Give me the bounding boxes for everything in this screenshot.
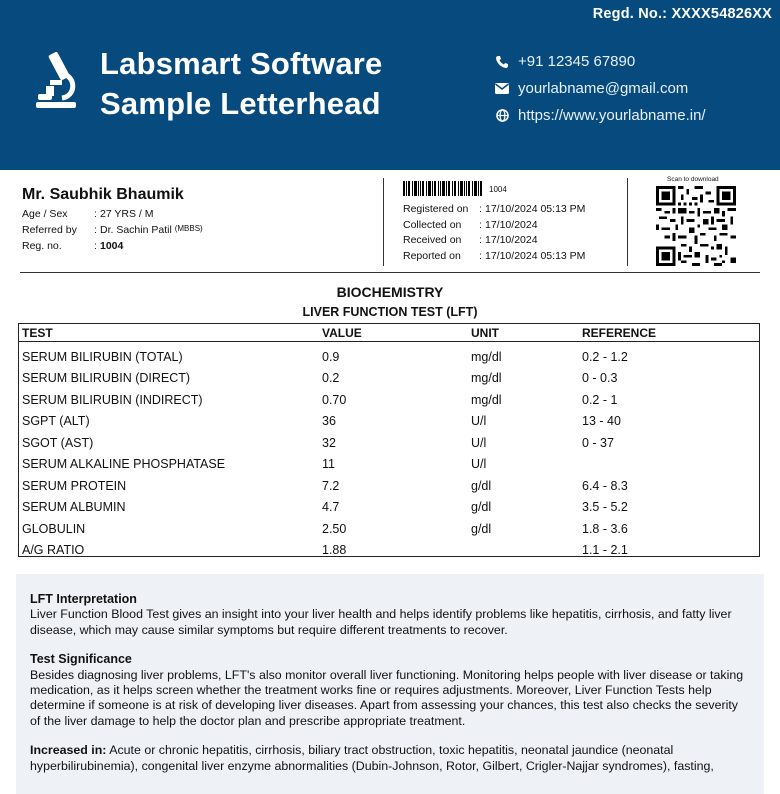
test-name: SERUM PROTEIN — [22, 478, 127, 493]
barcode — [403, 181, 483, 196]
interpretation-box — [16, 574, 764, 794]
collected-value: 17/10/2024 — [485, 218, 538, 231]
interpretation-text: Liver Function Blood Test gives an insight into your liver health and helps identify problems like hepatitis, cirrhosis, and fatty liver disease, which may cause similar symptoms but require different treatments to recover. — [30, 607, 732, 637]
test-value: 2.50 — [322, 521, 347, 536]
phone-row — [494, 48, 706, 75]
test-value: 4.7 — [322, 500, 340, 515]
table-row — [19, 368, 759, 390]
test-value: 0.70 — [322, 392, 347, 407]
test-value: 11 — [322, 457, 335, 472]
website-row — [494, 102, 706, 129]
test-unit: g/dl — [471, 478, 492, 493]
test-value: 32 — [322, 435, 336, 450]
column-header-unit: UNIT — [471, 325, 499, 340]
collected-row: Collected on : 17/10/2024 — [403, 219, 585, 235]
registered-row: Registered on : 17/10/2024 05:13 PM — [403, 203, 585, 219]
test-value: 36 — [322, 414, 336, 429]
test-reference: 0.2 - 1 — [582, 392, 618, 407]
test-name: SERUM ALBUMIN — [22, 500, 126, 515]
test-name: SGOT (AST) — [22, 435, 94, 450]
significance-text: Besides diagnosing liver problems, LFT's also monitor overall liver functioning. Monitoring helps people with liver disease or taking medication, as it helps screen whether the treatment works fine or requires adjustments. Moreover, Liver Function Tests help determine if someone is at risk of developing liver diseases. Apart from assessing your chances, this test also checks the severity of the liver damage to help the doctor plan and prescribe appropriate treatment. — [30, 667, 744, 728]
qr-code[interactable] — [656, 186, 736, 266]
test-name: A/G RATIO — [22, 543, 85, 558]
barcode-number: 1004 — [489, 185, 507, 194]
lab-brand-name — [100, 44, 382, 124]
increased-in-label: Increased in: — [30, 743, 107, 758]
test-value: 0.2 — [322, 371, 340, 386]
sample-dates — [403, 203, 585, 266]
department-heading: BIOCHEMISTRY — [336, 284, 444, 300]
registered-value: 17/10/2024 05:13 PM — [485, 203, 586, 215]
section-divider — [20, 272, 760, 273]
registration-number: Regd. No.: XXXX54826XX — [592, 6, 772, 22]
test-reference: 3.5 - 5.2 — [582, 500, 628, 515]
column-header-value: VALUE — [322, 325, 362, 340]
doctor-qualification: (MBBS) — [174, 224, 203, 233]
test-unit: U/l — [471, 457, 487, 472]
reported-value: 17/10/2024 05:13 PM — [485, 250, 586, 263]
test-reference: 0 - 37 — [582, 435, 614, 450]
test-reference: 1.8 - 3.6 — [582, 521, 628, 536]
referred-by-row: Referred by : Dr. Sachin Patil (MBBS) — [22, 224, 203, 240]
table-row — [19, 497, 759, 519]
reported-row: Reported on : 17/10/2024 05:13 PM — [403, 250, 585, 266]
reg-no-row: Reg. no. : 1004 — [22, 240, 203, 256]
table-row — [19, 432, 759, 454]
table-row — [19, 346, 759, 368]
test-reference: 13 - 40 — [582, 414, 621, 429]
table-row — [19, 454, 759, 476]
column-header-reference: REFERENCE — [582, 325, 657, 340]
test-name: SERUM ALKALINE PHOSPHATASE — [22, 457, 226, 472]
table-row — [19, 411, 759, 433]
test-unit: U/l — [471, 414, 487, 429]
brand-line-1: Labsmart Software — [100, 46, 383, 81]
received-row: Received on : 17/10/2024 — [403, 234, 585, 250]
website-link[interactable]: https://www.yourlabname.in/ — [518, 107, 706, 124]
test-name: GLOBULIN — [22, 521, 86, 536]
globe-icon — [494, 108, 510, 124]
test-value: 0.9 — [322, 349, 340, 364]
patient-name: Mr. Saubhik Bhaumik — [22, 186, 184, 203]
microscope-icon — [34, 50, 80, 110]
table-row — [19, 475, 759, 497]
test-unit: g/dl — [471, 500, 492, 515]
age-sex-row: Age / Sex : 27 YRS / M — [22, 208, 203, 224]
received-value: 17/10/2024 — [485, 234, 538, 247]
test-value: 1.88 — [322, 543, 347, 558]
registered-label: Registered on — [403, 203, 469, 215]
table-row — [19, 389, 759, 411]
test-reference: 0.2 - 1.2 — [582, 349, 628, 364]
reg-no-label: Reg. no. — [22, 240, 62, 252]
divider — [627, 178, 628, 266]
test-reference: 6.4 - 8.3 — [582, 478, 628, 493]
test-unit: g/dl — [471, 521, 492, 536]
test-reference: 0 - 0.3 — [582, 371, 618, 386]
column-header-test: TEST — [22, 325, 53, 340]
test-unit: mg/dl — [471, 371, 502, 386]
test-name: SERUM BILIRUBIN (DIRECT) — [22, 371, 191, 386]
collected-label: Collected on — [403, 218, 462, 231]
increased-in-text: Acute or chronic hepatitis, cirrhosis, biliary tract obstruction, toxic hepatitis, neonatal jaundice (neonatal hyperbilirubinemia), congenital liver enzyme abnormalities (Dubin-Johnson, Rotor, Gilbert, Crigler-Najjar syndromes), fasting, — [30, 743, 714, 773]
brand-line-2: Sample Letterhead — [100, 86, 381, 121]
test-value: 7.2 — [322, 478, 340, 493]
test-unit: mg/dl — [471, 392, 502, 407]
test-name: SGPT (ALT) — [22, 414, 90, 429]
reg-no-value: 1004 — [100, 240, 124, 252]
referred-by-label: Referred by — [22, 224, 77, 236]
table-row — [19, 518, 759, 540]
reported-label: Reported on — [403, 250, 461, 263]
phone-icon — [494, 54, 510, 70]
test-unit: U/l — [471, 435, 487, 450]
table-header — [19, 324, 759, 342]
increased-in-paragraph — [30, 743, 750, 774]
letterhead-header — [0, 0, 780, 170]
received-label: Received on — [403, 234, 462, 247]
scan-to-download-label: Scan to download — [667, 176, 719, 183]
table-row — [19, 540, 759, 562]
phone-number[interactable]: +91 12345 67890 — [518, 53, 636, 70]
age-sex-value: 27 YRS / M — [100, 208, 154, 220]
interpretation-title: LFT Interpretation — [30, 592, 137, 606]
contact-info — [494, 48, 706, 129]
patient-info — [22, 186, 203, 256]
test-name: SERUM BILIRUBIN (TOTAL) — [22, 349, 183, 364]
results-table — [18, 323, 760, 557]
email-address[interactable]: yourlabname@gmail.com — [518, 80, 689, 97]
age-sex-label: Age / Sex — [22, 208, 68, 220]
test-reference: 1.1 - 2.1 — [582, 543, 628, 558]
test-name: SERUM BILIRUBIN (INDIRECT) — [22, 392, 203, 407]
referred-by-value: Dr. Sachin Patil — [100, 224, 172, 236]
significance-title: Test Significance — [30, 652, 132, 667]
divider — [383, 178, 384, 266]
test-name-heading: LIVER FUNCTION TEST (LFT) — [302, 305, 478, 319]
email-row — [494, 75, 706, 102]
test-unit: mg/dl — [471, 349, 502, 364]
mail-icon — [494, 81, 510, 97]
